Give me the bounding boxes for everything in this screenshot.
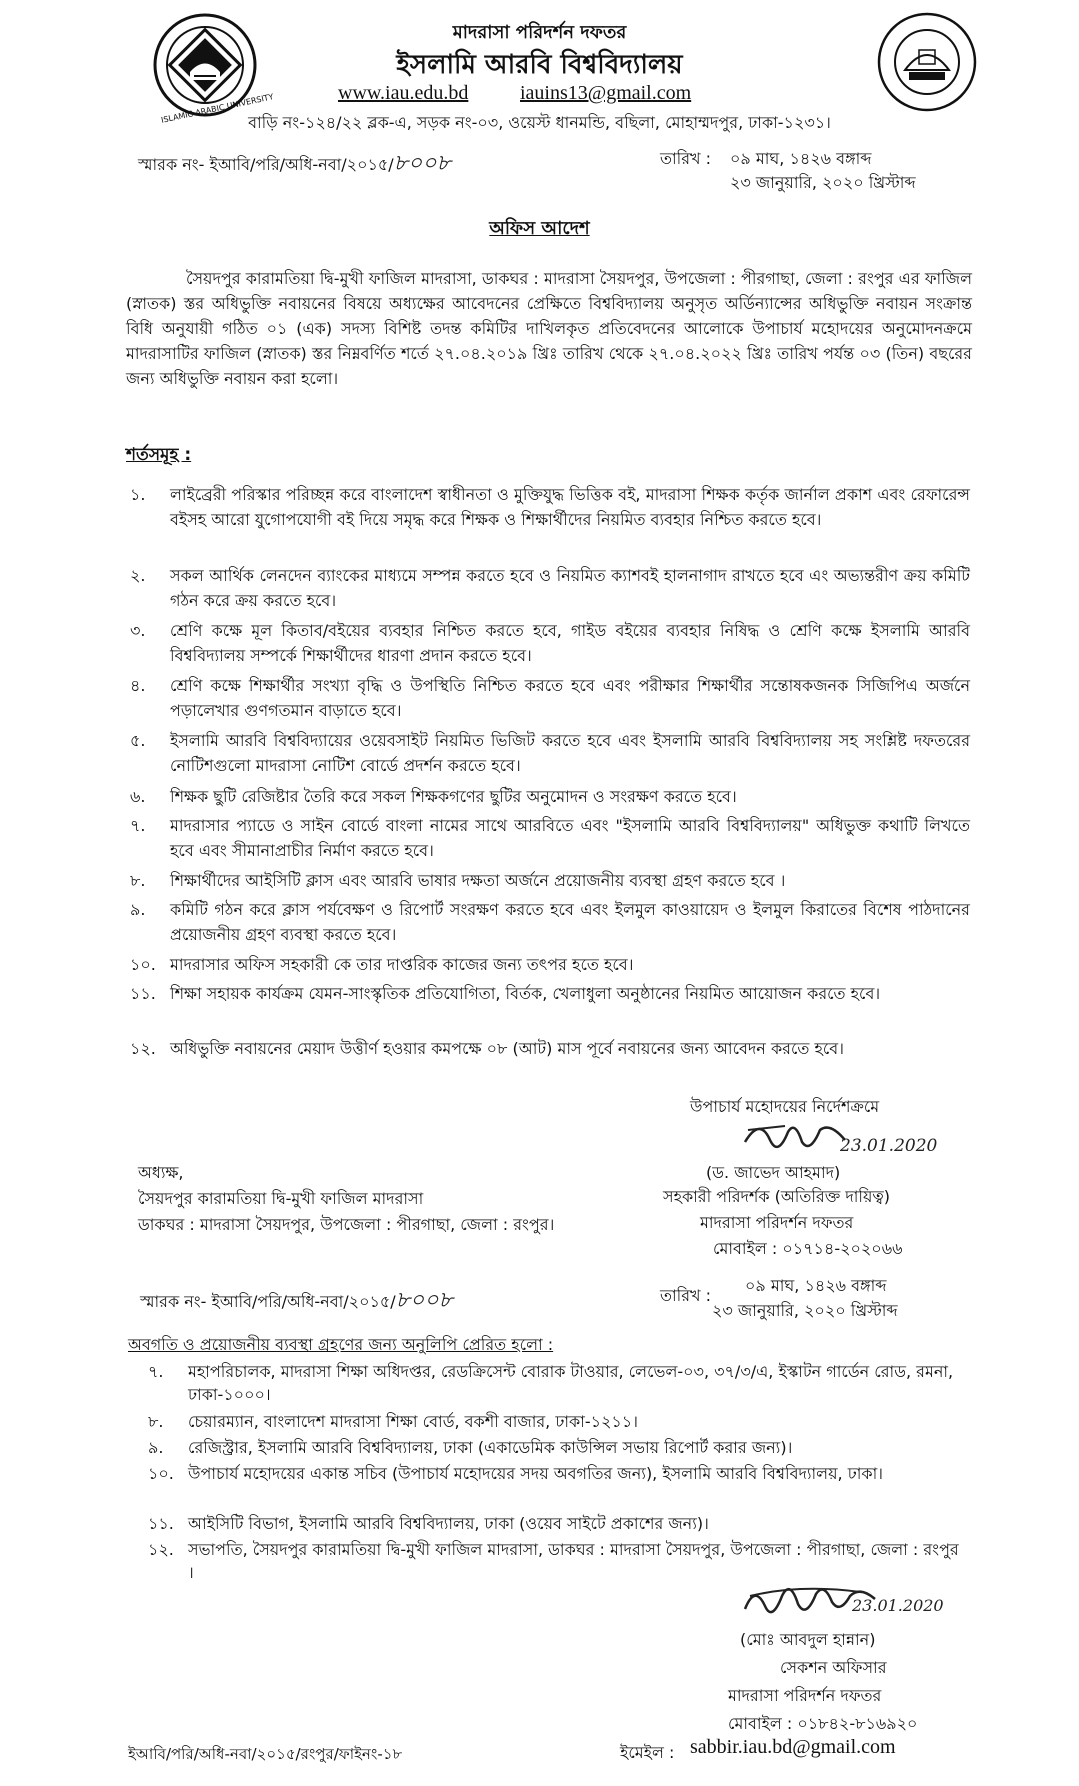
condition-number: ৮. xyxy=(130,871,146,890)
copy-text: রেজিস্ট্রার, ইসলামি আরবি বিশ্ববিদ্যালয়, ঢাকা (একাডেমিক কাউন্সিল সভায় রিপোর্ট করার জন্য)। xyxy=(188,1438,793,1457)
condition-item xyxy=(130,1036,970,1086)
memo2-date-label: তারিখ : xyxy=(660,1286,712,1305)
copy-number: ৮. xyxy=(148,1412,164,1431)
condition-text: শিক্ষা সহায়ক কার্যক্রম যেমন-সাংস্কৃতিক প্রতিযোগিতা, বির্তক, খেলাধুলা অনুষ্ঠানের নিয়মিত আয়োজন করতে হবে। xyxy=(170,984,881,1003)
condition-text: শিক্ষার্থীদের আইসিটি ক্লাস এবং আরবি ভাষার দক্ষতা অর্জনে প্রয়োজনীয় ব্যবস্থা গ্রহণ করতে হবে । xyxy=(170,871,786,890)
condition-number: ১. xyxy=(130,485,146,504)
condition-item xyxy=(130,868,970,893)
copy-number: ৭. xyxy=(148,1362,164,1381)
order-by-line: উপাচার্য মহোদয়ের নির্দেশক্রমে xyxy=(690,1097,880,1116)
signatory-email[interactable]: sabbir.iau.bd@gmail.com xyxy=(690,1736,896,1758)
signatory-office: মাদরাসা পরিদর্শন দফতর xyxy=(700,1213,854,1232)
signatory-designation: সেকশন অফিসার xyxy=(780,1658,887,1677)
condition-number: ৬. xyxy=(130,787,146,806)
signatory-mobile: মোবাইল : ০১৭১৪-২০২০৬৬ xyxy=(713,1239,903,1258)
copy-text: সভাপতি, সৈয়দপুর কারামতিয়া দ্বি-মুখী ফাজিল মাদরাসা, ডাকঘর : মাদরাসা সৈয়দপুর, উপজেলা : পীরগাছা, জেলা : রংপুর । xyxy=(188,1540,959,1582)
copy-title: অবগতি ও প্রয়োজনীয় ব্যবস্থা গ্রহণের জন্য অনুলিপি প্রেরিত হলো : xyxy=(128,1335,554,1354)
condition-number: ২. xyxy=(130,566,146,585)
copy-number: ১১. xyxy=(148,1514,174,1533)
condition-text: শ্রেণি কক্ষে শিক্ষার্থীর সংখ্যা বৃদ্ধি ও উপস্থিতি নিশ্চিত করতে হবে এবং পরীক্ষার শিক্ষার্থীর সন্তোষকজনক সিজিপিএ অর্জনে পড়ালেখার গুণগতমান বাড়াতে হবে। xyxy=(170,676,970,720)
signature-date: 23.01.2020 xyxy=(852,1596,944,1615)
condition-text: লাইব্রেরী পরিস্কার পরিচ্ছন্ন করে বাংলাদেশ স্বাধীনতা ও মুক্তিযুদ্ধ ভিত্তিক বই, মাদরাসা শিক্ষক কর্তৃক জার্নাল প্রকাশ এবং রেফারেন্স বইসহ আরো যুগোপযোগী বই দিয়ে সমৃদ্ধ করে শিক্ষক ও শিক্ষার্থীদের নিয়মিত ব্যবহার নিশ্চিত করতে হবে। xyxy=(170,485,970,529)
signatory-email-label: ইমেইল : xyxy=(620,1743,675,1762)
condition-number: ৩. xyxy=(130,621,146,640)
condition-text: শিক্ষক ছুটি রেজিষ্টার তৈরি করে সকল শিক্ষকগণের ছুটির অনুমোদন ও সংরক্ষণ করতে হবে। xyxy=(170,787,737,806)
signatory-name: (ড. জাভেদ আহমাদ) xyxy=(706,1163,841,1182)
memo2-ref-number: ৮০০৮ xyxy=(395,1288,453,1313)
condition-item xyxy=(130,813,970,863)
copy-text: উপাচার্য মহোদয়ের একান্ত সচিব (উপাচার্য মহোদয়ের সদয় অবগতির জন্য), ইসলামি আরবি বিশ্ববিদ্যালয়, ঢাকা। xyxy=(188,1464,883,1483)
copy-number: ১২. xyxy=(148,1540,174,1559)
condition-item xyxy=(130,952,970,977)
signatory-office: মাদরাসা পরিদর্শন দফতর xyxy=(728,1686,882,1705)
condition-text: ইসলামি আরবি বিশ্ববিদ্যায়ের ওয়েবসাইট নিয়মিত ভিজিট করতে হবে এবং ইসলামি আরবি বিশ্ববিদ্যালয় সহ সংশ্লিষ্ট দফতরের নোটিশগুলো মাদরাসা নোটিশ বোর্ডে প্রদর্শন করতে হবে। xyxy=(170,731,970,775)
memo2-ref xyxy=(140,1283,453,1320)
copy-item xyxy=(148,1360,968,1406)
condition-number: ৭. xyxy=(130,816,146,835)
copy-text: মহাপরিচালক, মাদরাসা শিক্ষা অধিদপ্তর, রেডক্রিসেন্ট বোরাক টাওয়ার, লেভেল-০৩, ৩৭/৩/এ, ইস্কাটন গার্ডেন রোড, রমনা, ঢাকা-১০০০। xyxy=(188,1362,954,1404)
condition-item xyxy=(130,673,970,723)
intro-paragraph: সৈয়দপুর কারামতিয়া দ্বি-মুখী ফাজিল মাদরাসা, ডাকঘর : মাদরাসা সৈয়দপুর, উপজেলা : পীরগাছা, জেলা : রংপুর এর ফাজিল (স্নাতক) স্তর অধিভুক্তি নবায়নের বিষয়ে অধ্যক্ষের আবেদনের প্রেক্ষিতে বিশ্ববিদ্যালয় অনুসৃত অর্ডিন্যান্সের অধিভুক্তি নবায়ন সংক্রান্ত বিধি অনুযায়ী গঠিত ০১ (এক) সদস্য বিশিষ্ট তদন্ত কমিটির দাখিলকৃত প্রতিবেদনের আলোকে উপাচার্য মহোদয়ের অনুমোদনক্রমে মাদরাসাটির ফাজিল (স্নাতক) স্তর নিম্নবর্ণিত শর্তে ২৭.০৪.২০১৯ খ্রিঃ তারিখ থেকে ২৭.০৪.২০২২ খ্রিঃ তারিখ পর্যন্ত ০৩ (তিন) বছরের জন্য অধিভুক্তি নবায়ন করা হলো। xyxy=(126,269,972,388)
page-title: অফিস আদেশ xyxy=(489,218,590,239)
signatory-name: (মোঃ আবদুল হান্নান) xyxy=(740,1630,876,1649)
email-link[interactable]: iauins13@gmail.com xyxy=(520,82,692,104)
signatory-designation: সহকারী পরিদর্শক (অতিরিক্ত দায়িত্ব) xyxy=(663,1187,891,1206)
footer-reference: ইআবি/পরি/অধি-নবা/২০১৫/রংপুর/ফাইনং-১৮ xyxy=(128,1745,403,1763)
condition-text: মাদরাসার প্যাডে ও সাইন বোর্ডে বাংলা নামের সাথে আরবিতে এবং "ইসলামি আরবি বিশ্ববিদ্যালয়" অধিভুক্ত কথাটি লিখতে হবে এবং সীমানাপ্রাচীর নির্মাণ করতে হবে। xyxy=(170,816,970,860)
memo-ref-label: স্মারক নং- ইআবি/পরি/অধি-নবা/২০১৫/ xyxy=(138,155,394,174)
recipient-line: অধ্যক্ষ, xyxy=(138,1163,184,1182)
memo-ref xyxy=(138,146,451,183)
condition-text: শ্রেণি কক্ষে মূল কিতাব/বইয়ের ব্যবহার নিশ্চিত করতে হবে, গাইড বইয়ের ব্যবহার নিষিদ্ধ ও শ্রেণি কক্ষে ইসলামি আরবি বিশ্ববিদ্যালয় সম্পর্কে শিক্ষার্থীদের ধারণা প্রদান করতে হবে। xyxy=(170,621,970,665)
copy-item xyxy=(148,1512,968,1535)
signature-scribble xyxy=(740,1112,850,1162)
copy-text: চেয়ারম্যান, বাংলাদেশ মাদরাসা শিক্ষা বোর্ড, বকশী বাজার, ঢাকা-১২১১। xyxy=(188,1412,638,1431)
recipient-line: সৈয়দপুর কারামতিয়া দ্বি-মুখী ফাজিল মাদরাসা xyxy=(138,1189,424,1208)
memo2-ref-label: স্মারক নং- ইআবি/পরি/অধি-নবা/২০১৫/ xyxy=(140,1292,396,1311)
memo-date-bangla: ০৯ মাঘ, ১৪২৬ বঙ্গাব্দ xyxy=(730,149,872,168)
website-link[interactable]: www.iau.edu.bd xyxy=(338,82,469,104)
condition-item xyxy=(130,482,970,557)
signature-date: 23.01.2020 xyxy=(840,1136,938,1156)
memo-date-english: ২৩ জানুয়ারি, ২০২০ খ্রিস্টাব্দ xyxy=(730,173,916,192)
condition-item xyxy=(130,784,970,809)
memo-date-label: তারিখ : xyxy=(660,149,712,168)
signatory-mobile: মোবাইল : ০১৮৪২-৮১৬৯২০ xyxy=(728,1714,918,1733)
condition-number: ১০. xyxy=(130,955,156,974)
condition-text: মাদরাসার অফিস সহকারী কে তার দাপ্তরিক কাজের জন্য তৎপর হতে হবে। xyxy=(170,955,634,974)
copy-item xyxy=(148,1410,968,1433)
copy-text: আইসিটি বিভাগ, ইসলামি আরবি বিশ্ববিদ্যালয়, ঢাকা (ওয়েব সাইটে প্রকাশের জন্য)। xyxy=(188,1514,709,1533)
recipient-line: ডাকঘর : মাদরাসা সৈয়দপুর, উপজেলা : পীরগাছা, জেলা : রংপুর। xyxy=(138,1215,555,1234)
memo2-date-english: ২৩ জানুয়ারি, ২০২০ খ্রিস্টাব্দ xyxy=(712,1301,898,1320)
condition-number: ৪. xyxy=(130,676,146,695)
copy-item xyxy=(148,1462,968,1508)
condition-item xyxy=(130,728,970,778)
condition-number: ৫. xyxy=(130,731,146,750)
copy-item xyxy=(148,1436,968,1459)
copy-number: ৯. xyxy=(148,1438,164,1457)
condition-number: ১২. xyxy=(130,1039,156,1058)
copy-number: ১০. xyxy=(148,1464,174,1483)
condition-number: ৯. xyxy=(130,900,146,919)
address-line: বাড়ি নং-১২৪/২২ ব্লক-এ, সড়ক নং-০৩, ওয়েস্ট ধানমন্ডি, বছিলা, মোহাম্মদপুর, ঢাকা-১২৩১। xyxy=(248,113,831,132)
left-logo-caption: ISLAMIC ARABIC UNIVERSITY xyxy=(160,92,275,125)
memo-ref-number: ৮০০৮ xyxy=(393,151,451,176)
condition-text: সকল আর্থিক লেনদেন ব্যাংকের মাধ্যমে সম্পন্ন করতে হবে ও নিয়মিত ক্যাশবই হালনাগাদ রাখতে হবে এং অভ্যন্তরীণ ক্রয় কমিটি গঠন করে ক্রয় করতে হবে। xyxy=(170,566,970,610)
condition-text: কমিটি গঠন করে ক্লাস পর্যবেক্ষণ ও রিপোর্ট সংরক্ষণ করতে হবে এবং ইলমুল কাওয়ায়েদ ও ইলমুল কিরাতের বিশেষ পাঠদানের প্রয়োজনীয় গ্রহণ ব্যবস্থা করতে হবে। xyxy=(170,900,970,944)
conditions-title: শর্তসমূহ : xyxy=(126,445,192,465)
memo2-date-bangla: ০৯ মাঘ, ১৪২৬ বঙ্গাব্দ xyxy=(745,1276,887,1295)
condition-text: অধিভুক্তি নবায়নের মেয়াদ উত্তীর্ণ হওয়ার কমপক্ষে ০৮ (আট) মাস পূর্বে নবায়নের জন্য আবেদন করতে হবে। xyxy=(170,1039,844,1058)
condition-item xyxy=(130,897,970,947)
condition-item xyxy=(130,563,970,613)
dept-heading: মাদরাসা পরিদর্শন দফতর xyxy=(452,22,627,43)
condition-item xyxy=(130,618,970,668)
condition-item xyxy=(130,981,970,1031)
condition-number: ১১. xyxy=(130,984,156,1003)
university-heading: ইসলামি আরবি বিশ্ববিদ্যালয় xyxy=(396,50,683,80)
